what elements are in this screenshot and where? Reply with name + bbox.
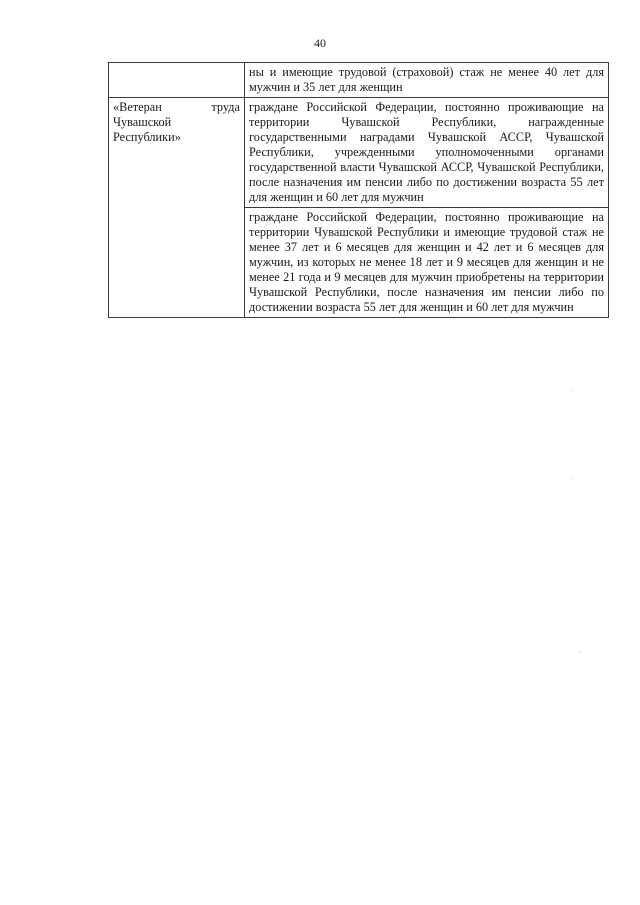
scan-speck [572,478,573,479]
table-row [109,63,609,98]
table-cell-criteria [245,98,609,208]
scan-speck [580,652,581,653]
eligibility-table [108,62,609,318]
cell-text: граждане Российской Федерации, постоянно проживающие на территории Чувашской Республики, награжденные государственными наградами Чувашской АССР, Чувашской Республики, учрежденными уполномоченными органами государственной власти Чувашской АССР, Чувашской Республики, после назначения им пенсии либо по достижении возраста 55 лет для женщин и 60 лет для мужчин [249,100,604,204]
table-cell-category [109,63,245,98]
scan-speck [571,390,572,391]
cell-text: граждане Российской Федерации, постоянно проживающие на территории Чувашской Республики и имеющие трудовой стаж не менее 37 лет и 6 месяцев для женщин и 42 лет и 6 месяцев для мужчин, из которых не менее 18 лет и 9 месяцев для женщин и не менее 21 года и 9 месяцев для мужчин приобретены на территории Чувашской Республики, после назначения им пенсии либо по достижении возраста 55 лет для женщин и 60 лет для мужчин [249,210,604,314]
cell-text: «Ветеран труда Чувашской Республики» [113,100,240,144]
table-cell-criteria [245,63,609,98]
cell-text: ны и имеющие трудовой (страховой) стаж не менее 40 лет для мужчин и 35 лет для женщин [249,65,604,94]
page-number: 40 [314,36,326,50]
table-row [109,98,609,208]
table-cell-criteria [245,208,609,318]
table-cell-category [109,98,245,318]
